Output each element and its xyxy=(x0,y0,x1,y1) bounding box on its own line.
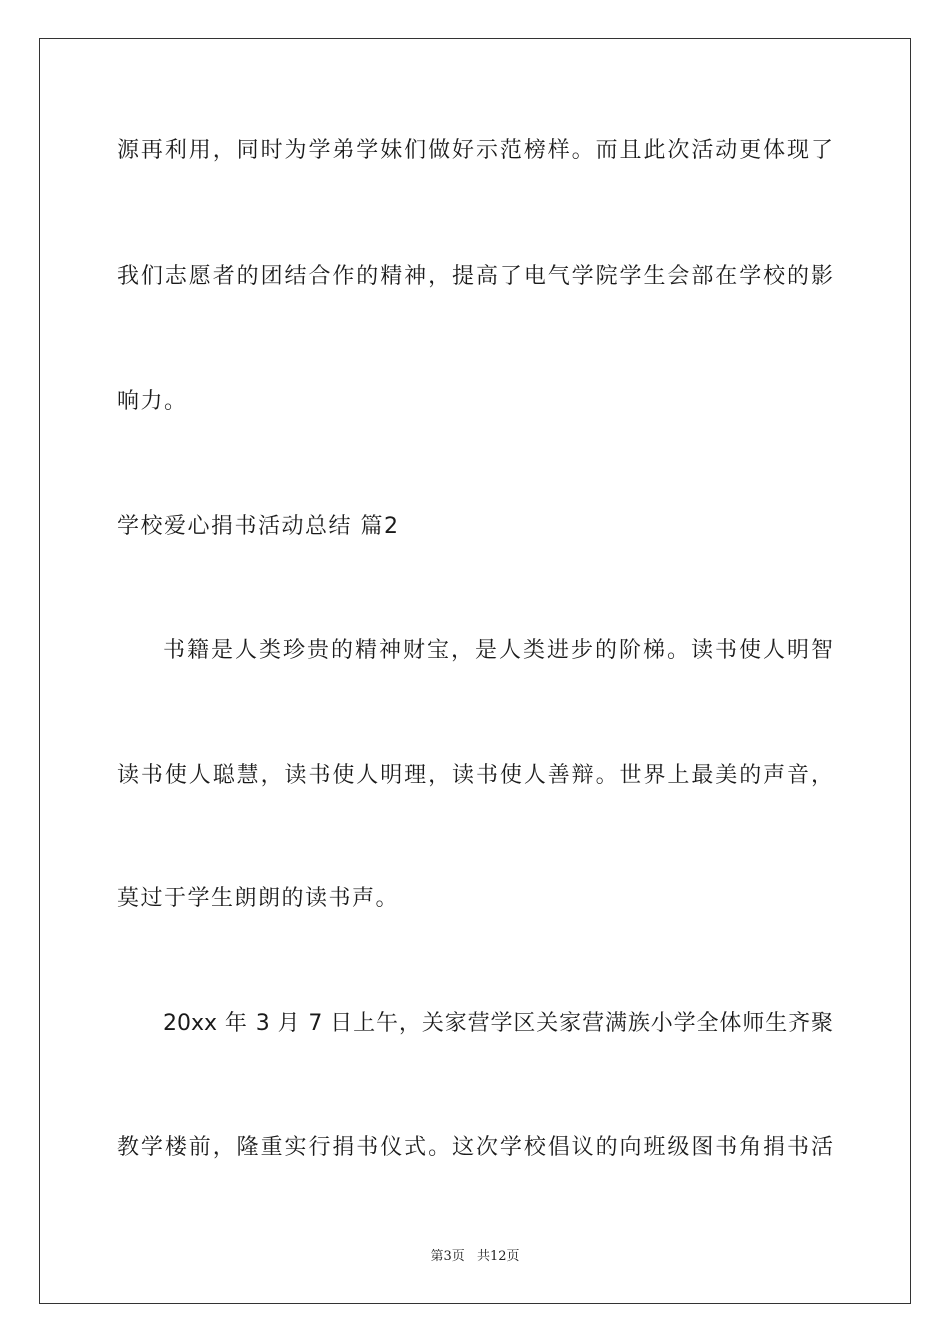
body-line-5: 读书使人聪慧，读书使人明理，读书使人善辩。世界上最美的声音， xyxy=(117,763,833,788)
body-line-6: 莫过于学生朗朗的读书声。 xyxy=(117,886,400,911)
page-total: 共12页 xyxy=(476,1249,520,1264)
page-footer xyxy=(0,1248,950,1266)
body-line-2: 我们志愿者的团结合作的精神，提高了电气学院学生会部在学校的影 xyxy=(117,264,833,289)
section-heading: 学校爱心捐书活动总结 篇2 xyxy=(117,514,400,539)
body-line-1: 源再利用，同时为学弟学妹们做好示范榜样。而且此次活动更体现了 xyxy=(117,138,833,163)
page-number: 第3页 xyxy=(430,1249,465,1264)
body-line-7: 20xx 年 3 月 7 日上午，关家营学区关家营满族小学全体师生齐聚 xyxy=(163,1011,833,1036)
body-line-8: 教学楼前，隆重实行捐书仪式。这次学校倡议的向班级图书角捐书活 xyxy=(117,1135,833,1160)
body-line-4: 书籍是人类珍贵的精神财宝，是人类进步的阶梯。读书使人明智 xyxy=(163,638,833,663)
body-line-3: 响力。 xyxy=(117,389,188,414)
page-border xyxy=(39,38,911,1304)
